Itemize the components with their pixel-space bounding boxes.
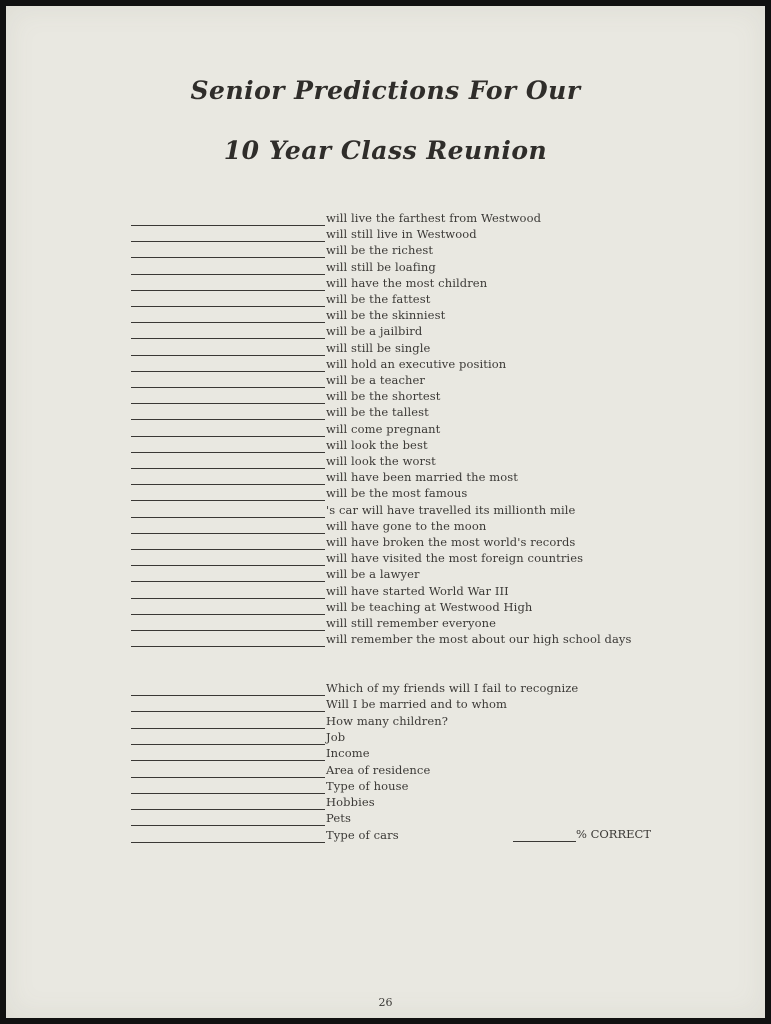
prediction-row-label: will be the most famous bbox=[326, 486, 468, 501]
question-row bbox=[6, 810, 765, 826]
score-field bbox=[513, 826, 673, 842]
prediction-row-label: will hold an executive position bbox=[326, 356, 507, 371]
prediction-row-label: will remember the most about our high school days bbox=[326, 632, 632, 647]
prediction-row bbox=[6, 356, 765, 372]
question-row-label: How many children? bbox=[326, 713, 449, 728]
question-row bbox=[6, 696, 765, 712]
prediction-row bbox=[6, 599, 765, 615]
score-label: % CORRECT bbox=[576, 827, 651, 841]
question-row-label: Will I be married and to whom bbox=[326, 697, 508, 712]
prediction-row bbox=[6, 259, 765, 275]
prediction-row-label: will have gone to the moon bbox=[326, 518, 487, 533]
prediction-row bbox=[6, 323, 765, 339]
prediction-row bbox=[6, 226, 765, 242]
answer-blank-line[interactable] bbox=[131, 842, 325, 843]
question-row bbox=[6, 778, 765, 794]
prediction-row-label: will be the skinniest bbox=[326, 308, 446, 323]
prediction-row-label: 's car will have travelled its millionth mile bbox=[326, 502, 576, 517]
prediction-row bbox=[6, 534, 765, 550]
question-row bbox=[6, 794, 765, 810]
prediction-row-label: will have the most children bbox=[326, 275, 488, 290]
prediction-row-label: will have started World War III bbox=[326, 583, 509, 598]
prediction-row bbox=[6, 372, 765, 388]
question-row-label: Income bbox=[326, 746, 370, 761]
prediction-row bbox=[6, 421, 765, 437]
prediction-row bbox=[6, 404, 765, 420]
question-row bbox=[6, 729, 765, 745]
prediction-row bbox=[6, 437, 765, 453]
prediction-row-label: will still be single bbox=[326, 340, 431, 355]
page-number: 26 bbox=[378, 996, 393, 1009]
question-row-label: Which of my friends will I fail to recognize bbox=[326, 681, 579, 695]
prediction-row bbox=[6, 340, 765, 356]
prediction-row bbox=[6, 566, 765, 582]
prediction-row bbox=[6, 453, 765, 469]
score-blank-line[interactable] bbox=[513, 841, 576, 842]
question-row bbox=[6, 762, 765, 778]
prediction-row bbox=[6, 469, 765, 485]
question-row bbox=[6, 713, 765, 729]
prediction-row bbox=[6, 502, 765, 518]
prediction-row bbox=[6, 210, 765, 226]
prediction-row-label: will look the worst bbox=[326, 454, 436, 468]
prediction-row-label: will come pregnant bbox=[326, 421, 441, 436]
prediction-row-label: will be the fattest bbox=[326, 292, 431, 306]
question-row-label: Job bbox=[326, 729, 346, 744]
question-row bbox=[6, 680, 765, 696]
prediction-row-label: will have broken the most world's records bbox=[326, 535, 576, 549]
prediction-row-label: will be the tallest bbox=[326, 405, 429, 420]
prediction-row-label: will be a teacher bbox=[326, 373, 426, 387]
prediction-row bbox=[6, 242, 765, 258]
prediction-row-label: will have visited the most foreign countries bbox=[326, 551, 584, 566]
prediction-row-label: will look the best bbox=[326, 437, 428, 452]
prediction-row bbox=[6, 485, 765, 501]
page-title-line-1: Senior Predictions For Our bbox=[190, 76, 581, 105]
prediction-row bbox=[6, 275, 765, 291]
yearbook-page bbox=[6, 6, 765, 1018]
question-row-label: Hobbies bbox=[326, 795, 375, 810]
question-row-label: Type of cars bbox=[326, 827, 399, 842]
question-row-label: Area of residence bbox=[326, 762, 431, 777]
prediction-row-label: will be teaching at Westwood High bbox=[326, 599, 533, 614]
prediction-row-label: will be a jailbird bbox=[326, 324, 423, 339]
prediction-row bbox=[6, 615, 765, 631]
answer-blank-line[interactable] bbox=[131, 646, 325, 647]
prediction-row-label: will be a lawyer bbox=[326, 567, 420, 582]
prediction-row-label: will be the richest bbox=[326, 243, 434, 258]
prediction-row-label: will still be loafing bbox=[326, 259, 436, 274]
prediction-row bbox=[6, 550, 765, 566]
prediction-row bbox=[6, 631, 765, 647]
prediction-row bbox=[6, 307, 765, 323]
prediction-row bbox=[6, 388, 765, 404]
prediction-row-label: will be the shortest bbox=[326, 389, 441, 404]
prediction-row-label: will live the farthest from Westwood bbox=[326, 211, 542, 225]
prediction-row-label: will have been married the most bbox=[326, 470, 518, 485]
page-title-line-2: 10 Year Class Reunion bbox=[223, 136, 548, 165]
prediction-row-label: will still live in Westwood bbox=[326, 227, 477, 242]
prediction-row bbox=[6, 518, 765, 534]
question-row-label: Pets bbox=[326, 811, 351, 826]
prediction-row bbox=[6, 583, 765, 599]
prediction-row bbox=[6, 291, 765, 307]
prediction-row-label: will still remember everyone bbox=[326, 616, 497, 630]
question-row bbox=[6, 745, 765, 761]
question-row-label: Type of house bbox=[326, 778, 409, 793]
